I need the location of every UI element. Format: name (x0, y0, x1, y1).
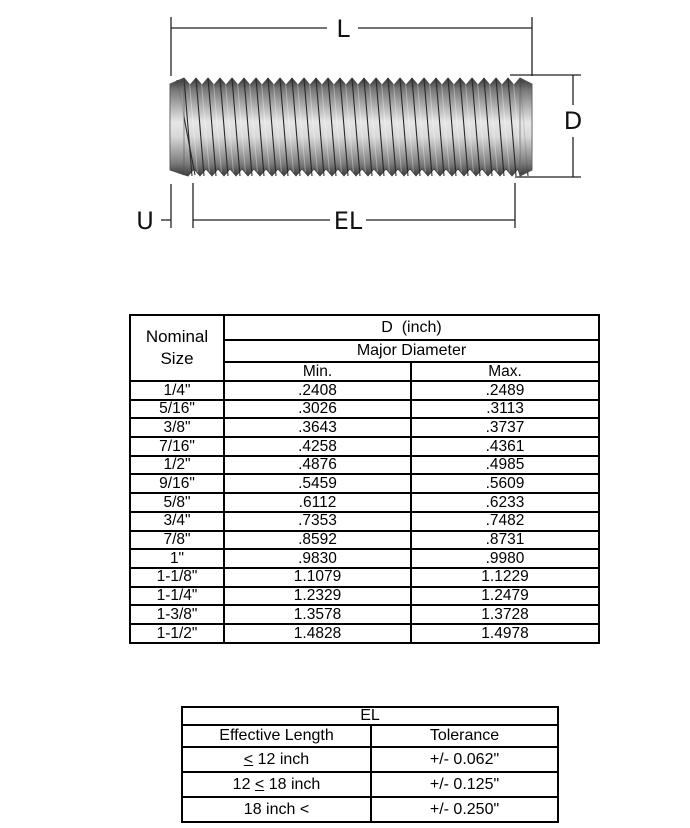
max-diameter-cell: .7482 (411, 512, 599, 531)
min-header: Min. (224, 362, 411, 381)
diameter-label: D (563, 107, 583, 135)
table-row (182, 772, 558, 797)
min-diameter-cell: .3026 (224, 400, 411, 419)
max-diameter-cell: 1.3728 (411, 605, 599, 624)
effective-length-label: EL (333, 207, 363, 235)
min-diameter-cell: .9830 (224, 549, 411, 568)
min-diameter-cell: .8592 (224, 531, 411, 550)
tolerance-cell: +/- 0.062" (371, 747, 558, 772)
effective-length-cell (182, 772, 371, 797)
nominal-size-cell: 7/8" (130, 531, 224, 550)
table-row (182, 747, 558, 772)
min-diameter-cell: 1.1079 (224, 568, 411, 587)
max-diameter-cell: .8731 (411, 531, 599, 550)
max-header: Max. (411, 362, 599, 381)
table-row (130, 531, 599, 550)
table-row (130, 512, 599, 531)
nominal-size-cell: 9/16" (130, 474, 224, 493)
min-diameter-cell: .4258 (224, 437, 411, 456)
max-diameter-cell: 1.4978 (411, 624, 599, 643)
table-row (130, 493, 599, 512)
el-header-row (182, 725, 558, 747)
nominal-size-header (130, 315, 224, 381)
length-prefix: 18 inch < (243, 800, 310, 818)
nominal-size-cell: 7/16" (130, 437, 224, 456)
nominal-size-cell: 1-1/4" (130, 587, 224, 606)
tolerance-cell: +/- 0.250" (371, 797, 558, 822)
effective-length-tolerance-table (181, 706, 559, 823)
max-diameter-cell: .3737 (411, 418, 599, 437)
nominal-size-cell: 1/4" (130, 381, 224, 400)
nominal-size-header-line2: Size (160, 349, 194, 368)
length-label: L (336, 15, 350, 43)
min-diameter-cell: .2408 (224, 381, 411, 400)
min-diameter-cell: .4876 (224, 456, 411, 475)
effective-length-cell (182, 797, 371, 822)
stud-drawing (0, 0, 690, 250)
length-suffix: 12 inch (253, 750, 310, 768)
major-diameter-table (129, 314, 600, 644)
max-diameter-cell: .2489 (411, 381, 599, 400)
max-diameter-cell: 1.2479 (411, 587, 599, 606)
nominal-size-cell: 3/8" (130, 418, 224, 437)
length-dimension (171, 17, 532, 76)
max-diameter-cell: 1.1229 (411, 568, 599, 587)
stud-left-chamfer (170, 79, 184, 175)
table-row (130, 418, 599, 437)
length-prefix: 12 (232, 775, 255, 793)
min-diameter-cell: 1.3578 (224, 605, 411, 624)
max-diameter-cell: .5609 (411, 474, 599, 493)
tolerance-header: Tolerance (371, 725, 558, 747)
d-inch-header: D (inch) (224, 315, 599, 340)
min-diameter-cell: .3643 (224, 418, 411, 437)
nominal-size-cell: 5/8" (130, 493, 224, 512)
nominal-size-cell: 1-1/2" (130, 624, 224, 643)
nominal-size-cell: 5/16" (130, 400, 224, 419)
stud-right-chamfer (520, 79, 532, 175)
less-equal-symbol: < (243, 750, 254, 768)
table-row (130, 624, 599, 643)
nominal-size-header-line1: Nominal (145, 327, 209, 346)
table-row (130, 381, 599, 400)
table-row (182, 797, 558, 822)
max-diameter-cell: .9980 (411, 549, 599, 568)
nominal-size-cell: 3/4" (130, 512, 224, 531)
nominal-size-cell: 1-1/8" (130, 568, 224, 587)
table-row (130, 549, 599, 568)
min-diameter-cell: 1.4828 (224, 624, 411, 643)
nominal-size-cell: 1/2" (130, 456, 224, 475)
table-row (130, 437, 599, 456)
table-row (130, 474, 599, 493)
table-row (130, 587, 599, 606)
threaded-stud (170, 78, 533, 176)
el-title-row (182, 707, 558, 725)
table-row (130, 605, 599, 624)
max-diameter-cell: .3113 (411, 400, 599, 419)
less-equal-symbol: < (254, 775, 265, 793)
table-row (130, 400, 599, 419)
header-row-1 (130, 315, 599, 340)
min-diameter-cell: .5459 (224, 474, 411, 493)
max-diameter-cell: .4361 (411, 437, 599, 456)
nominal-size-cell: 1" (130, 549, 224, 568)
min-diameter-cell: .6112 (224, 493, 411, 512)
effective-length-cell (182, 747, 371, 772)
max-diameter-cell: .6233 (411, 493, 599, 512)
min-diameter-cell: .7353 (224, 512, 411, 531)
el-title: EL (182, 707, 558, 725)
table-row (130, 568, 599, 587)
effective-length-header: Effective Length (182, 725, 371, 747)
major-diameter-header: Major Diameter (224, 340, 599, 362)
unthreaded-label: U (136, 207, 154, 235)
max-diameter-cell: .4985 (411, 456, 599, 475)
min-diameter-cell: 1.2329 (224, 587, 411, 606)
nominal-size-cell: 1-3/8" (130, 605, 224, 624)
tolerance-cell: +/- 0.125" (371, 772, 558, 797)
table-row (130, 456, 599, 475)
length-suffix: 18 inch (264, 775, 321, 793)
